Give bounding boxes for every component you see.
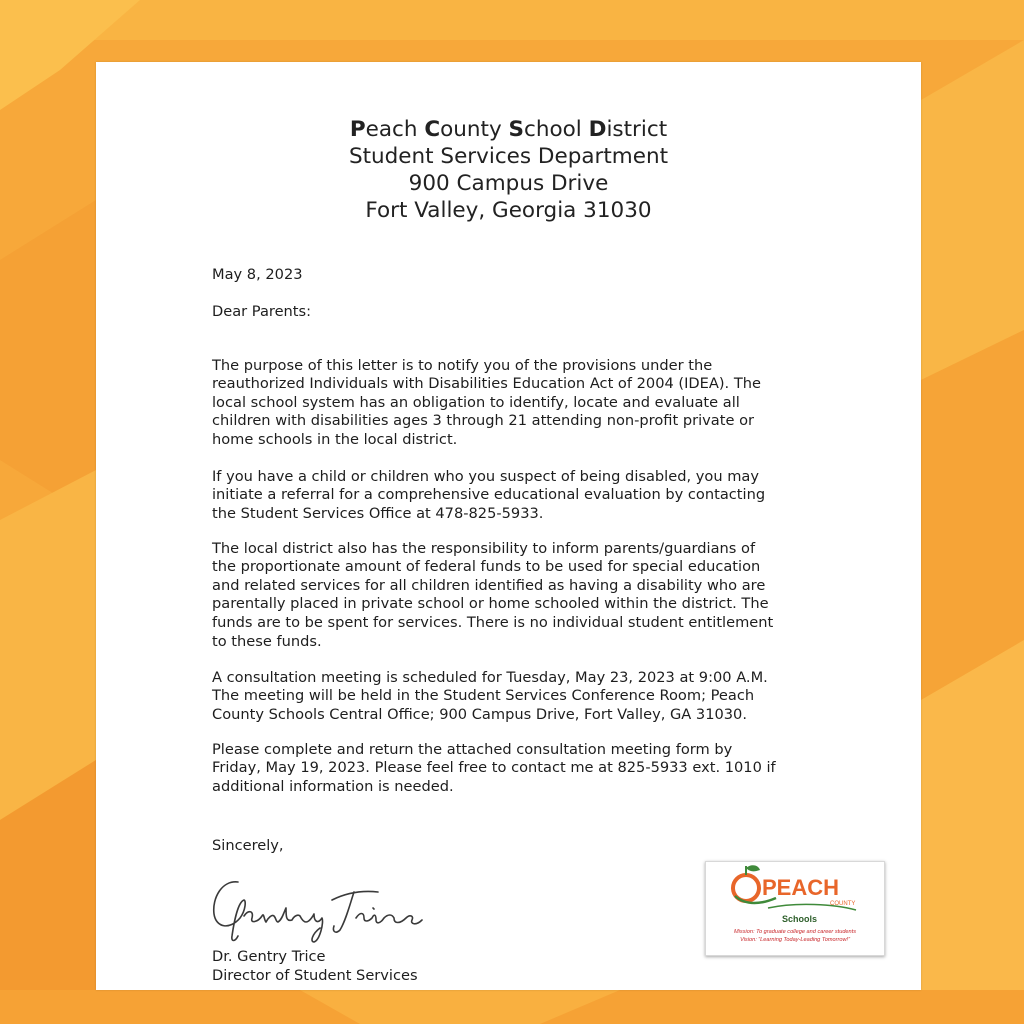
paragraph-line: parentally placed in private school or home schooled within the district. The <box>212 595 769 613</box>
paragraph-line: Please complete and return the attached consultation meeting form by <box>212 740 733 758</box>
street-address: 900 Campus Drive <box>408 171 609 196</box>
paragraph-3 <box>212 540 812 652</box>
closing: Sincerely, <box>212 837 284 854</box>
paragraph-line: additional information is needed. <box>212 777 454 795</box>
paragraph-2 <box>212 468 812 524</box>
district-name <box>96 116 921 143</box>
paragraph-line: initiate a referral for a comprehensive educational evaluation by contacting <box>212 486 766 504</box>
letter-date: May 8, 2023 <box>212 266 303 283</box>
paragraph-line: the Student Services Office at 478-825-5933. <box>212 504 544 522</box>
paragraph-line: the proportionate amount of federal funds to be used for special education <box>212 558 761 576</box>
letter-page <box>96 62 921 990</box>
paragraph-line: home schools in the local district. <box>212 430 458 448</box>
logo-word: PEACH <box>762 875 840 900</box>
letterhead <box>96 116 921 224</box>
initial-d: D <box>588 117 607 142</box>
initial-c: C <box>424 117 441 142</box>
logo-mission: Mission: To graduate college and career students <box>734 929 856 935</box>
paragraph-line: A consultation meeting is scheduled for Tuesday, May 23, 2023 at 9:00 A.M. <box>212 668 768 686</box>
initial-p: P <box>349 117 366 142</box>
logo-county: COUNTY <box>830 901 856 907</box>
paragraph-4 <box>212 669 812 725</box>
word-chool: chool <box>524 117 589 142</box>
paragraph-5 <box>212 741 812 797</box>
logo-schools: Schools <box>782 914 818 924</box>
city-state-zip: Fort Valley, Georgia 31030 <box>365 198 652 223</box>
paragraph-line: If you have a child or children who you suspect of being disabled, you may <box>212 467 760 485</box>
salutation: Dear Parents: <box>212 303 312 320</box>
handwritten-signature <box>208 870 458 944</box>
word-each: each <box>365 117 425 142</box>
word-istrict: istrict <box>606 117 668 142</box>
paragraph-line: reauthorized Individuals with Disabilities Education Act of 2004 (IDEA). The <box>212 375 761 393</box>
logo-vision: Vision: “Learning Today-Leading Tomorrow!” <box>740 937 850 943</box>
paragraph-line: The meeting will be held in the Student Services Conference Room; Peach <box>212 687 755 705</box>
paragraph-line: children with disabilities ages 3 through 21 attending non-profit private or <box>212 412 754 430</box>
department-name: Student Services Department <box>348 144 669 169</box>
paragraph-line: to these funds. <box>212 632 322 650</box>
paragraph-line: funds are to be spent for services. There is no individual student entitlement <box>212 613 774 631</box>
initial-s: S <box>508 117 525 142</box>
paragraph-line: Friday, May 19, 2023. Please feel free to contact me at 825-5933 ext. 1010 if <box>212 759 776 777</box>
paragraph-line: The local district also has the responsibility to inform parents/guardians of <box>212 539 756 557</box>
paragraph-1 <box>212 357 812 450</box>
paragraph-line: local school system has an obligation to identify, locate and evaluate all <box>212 393 740 411</box>
signer-name: Dr. Gentry Trice <box>212 948 326 965</box>
paragraph-line: and related services for all children identified as having a disability who are <box>212 576 766 594</box>
paragraph-line: The purpose of this letter is to notify you of the provisions under the <box>212 356 713 374</box>
peach-county-schools-logo <box>705 861 885 956</box>
signer-title: Director of Student Services <box>212 967 418 984</box>
paragraph-line: County Schools Central Office; 900 Campus Drive, Fort Valley, GA 31030. <box>212 705 747 723</box>
word-ounty: ounty <box>440 117 509 142</box>
